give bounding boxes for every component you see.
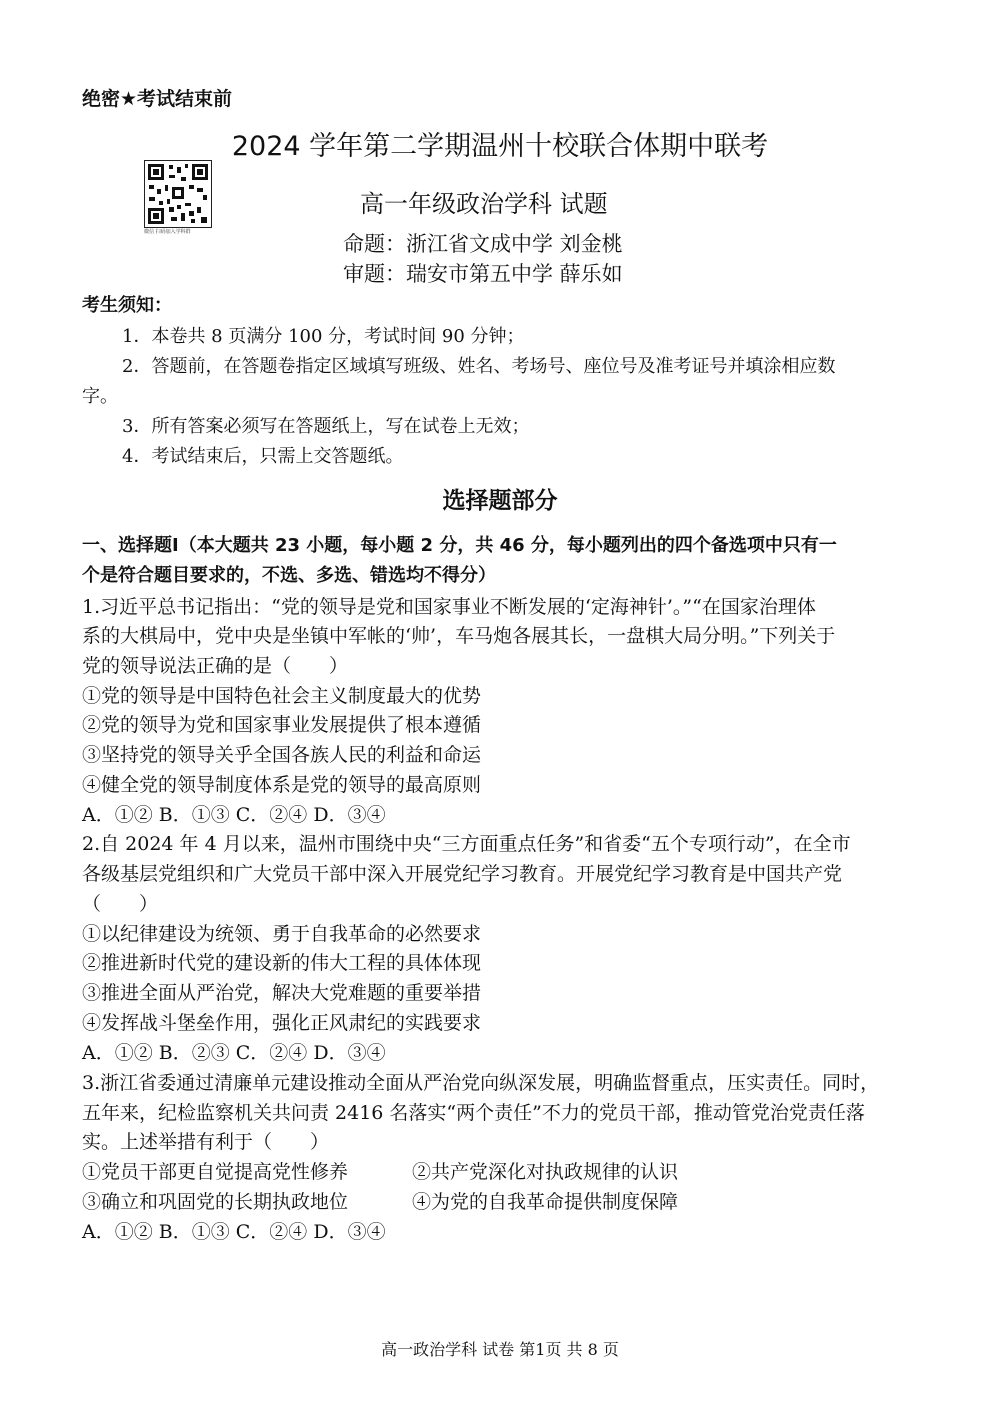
question-option: ③坚持党的领导关乎全国各族人民的利益和命运: [82, 744, 482, 766]
question-option: ②党的领导为党和国家事业发展提供了根本遵循: [82, 714, 482, 736]
question-option: ①党员干部更自觉提高党性修养: [82, 1161, 349, 1183]
question-option: ②推进新时代党的建设新的伟大工程的具体体现: [82, 952, 482, 974]
question-stem-line: 五年来，纪检监察机关共问责 2416 名落实“两个责任”不力的党员干部，推动管党治党责任落: [82, 1102, 865, 1124]
question-option: ④为党的自我革命提供制度保障: [412, 1191, 679, 1213]
notice-item: 2．答题前，在答题卷指定区域填写班级、姓名、考场号、座位号及准考证号并填涂相应数: [122, 356, 836, 377]
section-title: 选择题部分: [442, 488, 558, 514]
subject-title: 高一年级政治学科 试题: [360, 190, 608, 218]
notice-item: 1．本卷共 8 页满分 100 分，考试时间 90 分钟；: [122, 326, 525, 347]
notice-item: 4．考试结束后，只需上交答题纸。: [122, 446, 404, 467]
exam-title: 2024 学年第二学期温州十校联合体期中联考: [231, 131, 769, 162]
setter-line: 命题：浙江省文成中学 刘金桃: [343, 232, 623, 256]
question-stem-line: 各级基层党组织和广大党员干部中深入开展党纪学习教育。开展党纪学习教育是中国共产党: [82, 863, 843, 885]
question-stem-line: 1.习近平总书记指出：“党的领导是党和国家事业不断发展的‘定海神针’。”“在国家治理体: [82, 596, 816, 618]
page-footer: 高一政治学科 试卷 第1页 共 8 页: [381, 1340, 619, 1359]
qr-caption: 微信 扫码加入学科群: [144, 229, 191, 235]
question-option: ②共产党深化对执政规律的认识: [412, 1161, 679, 1183]
answer-choices: A．①② B．②③ C．②④ D．③④: [82, 1042, 386, 1064]
question-stem-line: 党的领导说法正确的是（ ）: [82, 655, 349, 677]
confidential-mark: 绝密★考试结束前: [82, 88, 233, 110]
question-stem-line: 实。上述举措有利于（ ）: [82, 1131, 330, 1153]
reviewer-line: 审题：瑞安市第五中学 薛乐如: [343, 262, 623, 286]
notice-item: 字。: [82, 386, 118, 407]
question-stem-line: 2.自 2024 年 4 月以来，温州市围绕中央“三方面重点任务”和省委“五个专项行动”，在全市: [82, 833, 851, 855]
question-stem-line: 3.浙江省委通过清廉单元建设推动全面从严治党向纵深发展，明确监督重点，压实责任。同时，: [82, 1072, 880, 1094]
question-stem-line: （ ）: [82, 893, 159, 915]
section-instruction: 个是符合题目要求的，不选、多选、错选均不得分）: [82, 565, 496, 586]
answer-choices: A．①② B．①③ C．②④ D．③④: [82, 1221, 386, 1243]
question-option: ③确立和巩固党的长期执政地位: [82, 1191, 349, 1213]
answer-choices: A．①② B．①③ C．②④ D．③④: [82, 804, 386, 826]
section-instruction: 一、选择题Ⅰ（本大题共 23 小题，每小题 2 分，共 46 分，每小题列出的四个备选项中只有一: [82, 535, 837, 556]
question-stem-line: 系的大棋局中，党中央是坐镇中军帐的‘帅’，车马炮各展其长，一盘棋大局分明。”下列关于: [82, 625, 836, 647]
question-option: ③推进全面从严治党，解决大党难题的重要举措: [82, 982, 482, 1004]
qr-code-icon: [144, 160, 212, 228]
notice-item: 3．所有答案必须写在答题纸上，写在试卷上无效；: [122, 416, 530, 437]
question-option: ①党的领导是中国特色社会主义制度最大的优势: [82, 685, 482, 707]
question-option: ①以纪律建设为统领、勇于自我革命的必然要求: [82, 923, 482, 945]
notice-heading: 考生须知：: [82, 295, 172, 316]
question-option: ④发挥战斗堡垒作用，强化正风肃纪的实践要求: [82, 1012, 482, 1034]
question-option: ④健全党的领导制度体系是党的领导的最高原则: [82, 774, 482, 796]
